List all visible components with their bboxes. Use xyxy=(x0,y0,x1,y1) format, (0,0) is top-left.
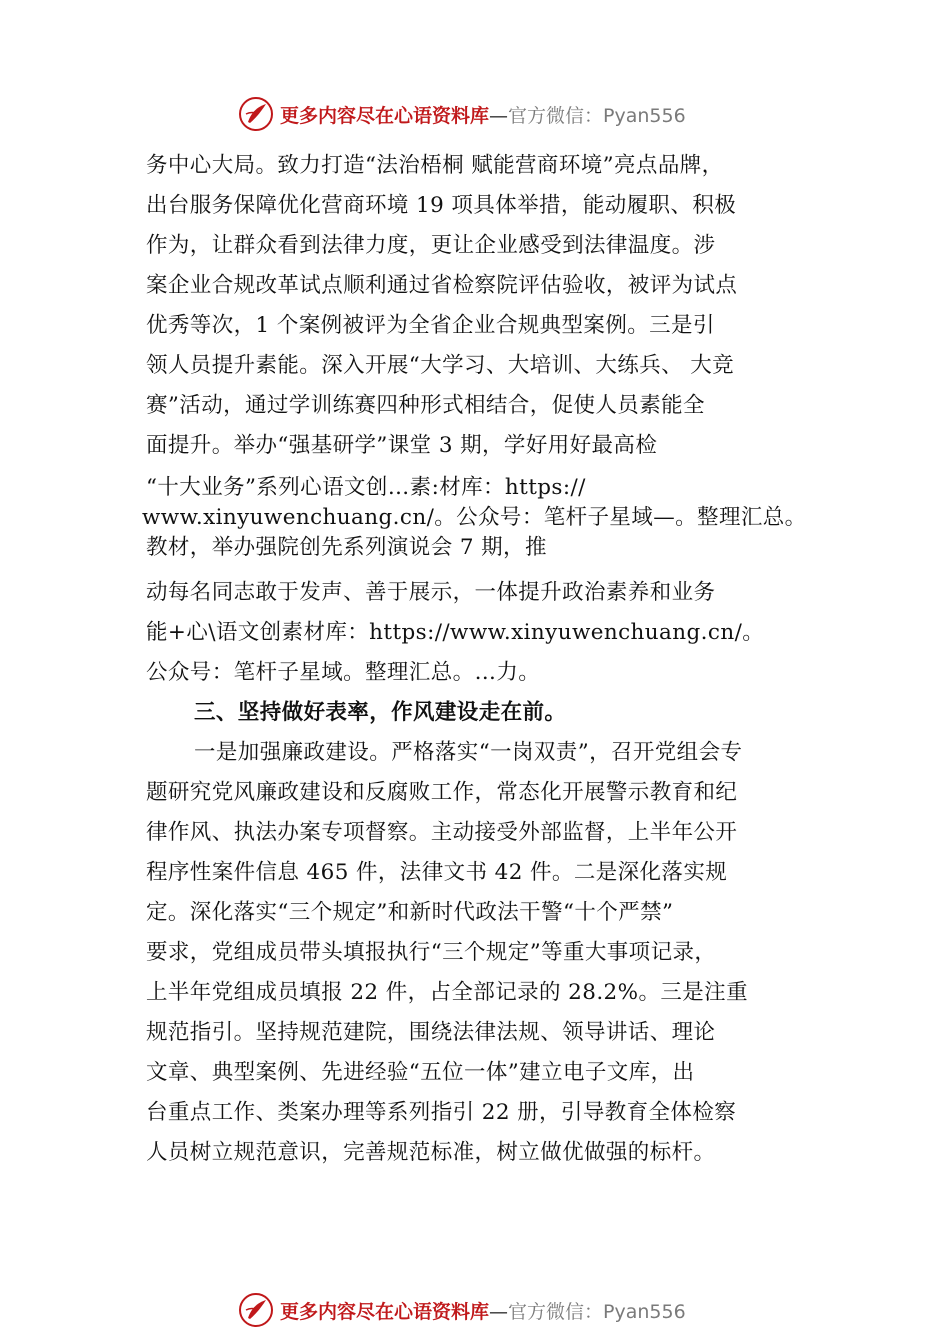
text-line: 文章、典型案例、先进经验“五位一体”建立电子文库，出 xyxy=(146,1060,695,1085)
text-line: “十大业务”系列心语文创…素:材库：https:// xyxy=(146,475,586,500)
text-line: www.xinyuwenchuang.cn/。公众号：笔杆子星域—。整理汇总。 xyxy=(142,505,807,530)
text-line: 动每名同志敢于发声、善于展示，一体提升政治素养和业务 xyxy=(146,580,716,605)
text-line: 定。深化落实“三个规定”和新时代政法干警“十个严禁” xyxy=(146,900,674,925)
text-line: 台重点工作、类案办理等系列指引 22 册，引导教育全体检察 xyxy=(146,1100,737,1125)
brand-logo-icon xyxy=(238,1292,274,1328)
text-line: 赛”活动，通过学训练赛四种形式相结合，促使人员素能全 xyxy=(146,393,705,418)
text-line: 优秀等次，1 个案例被评为全省企业合规典型案例。三是引 xyxy=(146,313,715,338)
section-heading: 三、坚持做好表率，作风建设走在前。 xyxy=(194,700,567,725)
watermark-brand: 更多内容尽在心语资料库 xyxy=(280,1301,490,1323)
text-line: 面提升。举办“强基研学”课堂 3 期，学好用好最高检 xyxy=(146,433,658,458)
watermark-wechat-label: 官方微信： xyxy=(508,1301,604,1323)
text-line: 要求，党组成员带头填报执行“三个规定”等重大事项记录， xyxy=(146,940,717,965)
watermark-text xyxy=(280,1297,686,1324)
text-line: 案企业合规改革试点顺利通过省检察院评估验收，被评为试点 xyxy=(146,273,738,298)
watermark-wechat-id: Pyan556 xyxy=(603,1301,686,1323)
watermark-wechat-label: 官方微信： xyxy=(508,105,604,127)
watermark-brand: 更多内容尽在心语资料库 xyxy=(280,105,490,127)
brand-logo-icon xyxy=(238,96,274,132)
watermark-banner-top xyxy=(0,94,950,134)
text-line: 能+心\语文创素材库：https://www.xinyuwenchuang.cn/。 xyxy=(146,620,765,645)
watermark-banner-bottom xyxy=(0,1290,950,1330)
watermark-dash: — xyxy=(489,105,509,127)
text-line: 程序性案件信息 465 件，法律文书 42 件。二是深化落实规 xyxy=(146,860,728,885)
text-line: 人员树立规范意识，完善规范标准，树立做优做强的标杆。 xyxy=(146,1140,716,1165)
text-line: 题研究党风廉政建设和反腐败工作，常态化开展警示教育和纪 xyxy=(146,780,738,805)
watermark-dash: — xyxy=(489,1301,509,1323)
text-line: 律作风、执法办案专项督察。主动接受外部监督，上半年公开 xyxy=(146,820,738,845)
text-line: 规范指引。坚持规范建院，围绕法律法规、领导讲话、理论 xyxy=(146,1020,716,1045)
text-line: 一是加强廉政建设。严格落实“一岗双责”，召开党组会专 xyxy=(194,740,743,765)
text-line: 作为，让群众看到法律力度，更让企业感受到法律温度。涉 xyxy=(146,233,716,258)
text-line: 公众号：笔杆子星域。整理汇总。…力。 xyxy=(146,660,541,685)
text-line: 务中心大局。致力打造“法治梧桐 赋能营商环境”亮点品牌， xyxy=(146,153,724,178)
text-line: 教材，举办强院创先系列演说会 7 期，推 xyxy=(146,535,547,560)
watermark-wechat-id: Pyan556 xyxy=(603,105,686,127)
text-line: 领人员提升素能。深入开展“大学习、大培训、大练兵、 大竞 xyxy=(146,353,735,378)
text-line: 出台服务保障优化营商环境 19 项具体举措，能动履职、积极 xyxy=(146,193,737,218)
watermark-text xyxy=(280,101,686,128)
text-line: 上半年党组成员填报 22 件，占全部记录的 28.2%。三是注重 xyxy=(146,980,748,1005)
